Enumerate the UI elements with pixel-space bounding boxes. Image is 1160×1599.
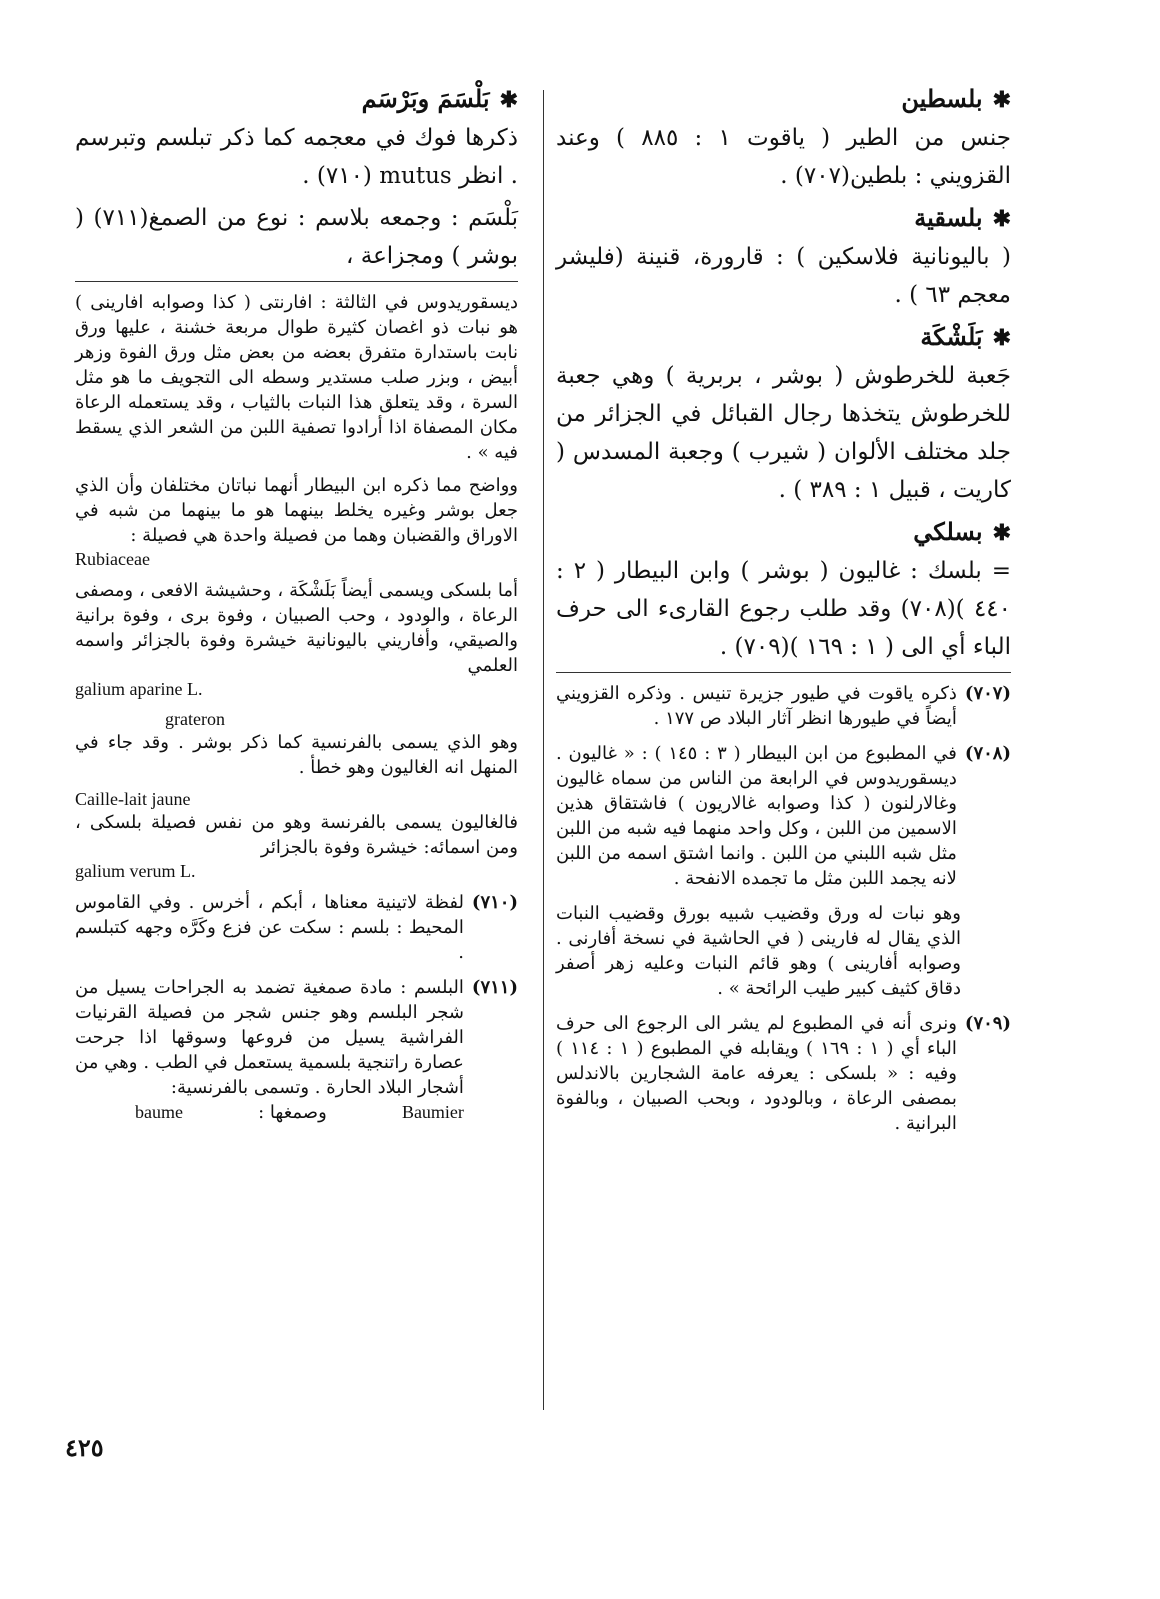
- entry-balsama: [75, 80, 518, 195]
- footnote-continuation: ديسقوريدوس في الثالثة : افارنتى ( كذا وصوابه افارينى ) هو نبات ذو اغصان كثيرة طوال مربعة خشنة ، عليها ورق نابت باستدارة متفرق بعضه من بعض مثل ورق الفوة وزهر أبيض ، وبزر صلب مستدير وسطه الى التجويف ما هو مثل السرة ، وقد يتعلق هذا النبات بالثياب ، وقد يستعمله الرعاة مكان المصفاة اذا أرادوا تصفية اللبن من الشعر الذي يسقط فيه » .: [75, 292, 519, 463]
- entry-body: = بلسك : غاليون ( بوشر ) وابن البيطار ( ٢ : ٤٤٠ )(٧٠٨) وقد طلب رجوع القارىء الى حرف الباء أي الى ( ١ : ١٦٩ )(٧٠٩) .: [556, 558, 1012, 660]
- entry-balasqiya: [556, 199, 1011, 314]
- latin-term: Caille-lait jaune: [75, 789, 191, 809]
- entry-headword: بَلْسَمَ وبَرْسَم: [361, 84, 490, 113]
- continuation-text: وهو الذي يسمى بالفرنسية كما ذكر بوشر . وقد جاء في المنهل انه الغاليون وهو خطأ .: [75, 732, 518, 778]
- footnote-707: [556, 681, 1011, 731]
- continuation-text: أما بلسكى ويسمى أيضاً بَلَشْكَة ، وحشيشة الافعى ، ومصفى الرعاة ، والودود ، وحب الصبيان ، وفوة برى ، وفوة برانية والصيقي، وأفاريني باليونانية خيشرة وفوة بالجزائر واسمه العلمي: [75, 580, 518, 676]
- footnote-continuation: [75, 788, 518, 882]
- footnote-711: [75, 975, 518, 1125]
- continuation-text: وواضح مما ذكره ابن البيطار أنهما نباتان مختلفان وأن الذي جعل بوشر وغيره يخلط بينهما هو ما بينهما من شبه في الاوراق والقضبان وهما من فصيلة واحدة هي فصيلة :: [75, 475, 518, 546]
- footnote-number: (٧٠٨): [964, 743, 1011, 764]
- footnote-text: وهو نبات له ورق وقضيب شبيه بورق وقضيب النبات الذي يقال له فارينى ( في الحاشية في نسخة أفارنى . وصوابه أفارينى ) وهو قائم النبات وعليه زهر أصفر دقاق كثيف كبير طيب الرائحة » .: [556, 903, 961, 999]
- asterisk-icon: ✱: [992, 206, 1011, 232]
- footnote-rule: [556, 672, 1011, 673]
- page-number: ٤٢٥: [65, 1433, 104, 1462]
- column-divider: [543, 90, 544, 1410]
- footnote-text: ذكره ياقوت في طيور جزيرة تنيس . وذكره القزويني أيضاً في طيورها انظر آثار البلاد ص ١٧٧ .: [556, 683, 957, 729]
- entry-balashka: [556, 318, 1011, 509]
- asterisk-icon: ✱: [499, 87, 518, 113]
- entry-headword: بسلكي: [913, 517, 983, 546]
- right-column: [556, 80, 1011, 1146]
- footnote-text: في المطبوع من ابن البيطار ( ٣ : ١٤٥ ) : « غاليون . ديسقوريدوس في الرابعة من الناس من سماه غاليون وغالارلنون ( كذا وصوابه غالاريون ) فاشتقاق هذين الاسمين من اللبن ، وكل واحد منهما فيه شبه من اللبن مثل شبه اللبني من اللبن . وانما اشتق اسمه من اللبن لانه يجمد اللبن مثل ما تجمده الانفحة .: [556, 743, 957, 889]
- latin-term: grateron: [165, 709, 225, 729]
- entry-body: ذكرها فوك في معجمه كما ذكر تبلسم وتبرسم . انظر mutus (٧١٠) .: [75, 125, 518, 189]
- latin-term: Baumier: [401, 1102, 464, 1122]
- entry-headword: بلسقية: [914, 203, 983, 232]
- footnote-continuation: [75, 473, 518, 570]
- entry-body: جنس من الطير ( ياقوت ١ : ٨٨٥ ) وعند القزويني : بلطين(٧٠٧) .: [556, 125, 1011, 189]
- entry-headword: بلسطين: [901, 84, 983, 113]
- entry-basalki: [556, 513, 1011, 666]
- asterisk-icon: ✱: [992, 325, 1011, 351]
- entry-body: بَلْسَم : وجمعه بلاسم : نوع من الصمغ(٧١١) ( بوشر ) ومجزاعة ،: [75, 205, 518, 269]
- continuation-text: فالغاليون يسمى بالفرنسة وهو من نفس فصيلة بلسكى ، ومن اسمائه: خيشرة وفوة بالجزائر: [75, 812, 518, 858]
- entry-balsam: [75, 199, 518, 275]
- latin-term: galium aparine L.: [75, 679, 203, 699]
- footnote-text: لفظة لاتينية معناها ، أبكم ، أخرس . وفي القاموس المحيط : بلسم : سكت عن فزع وكَرَّه وجهه كتبلسم .: [75, 892, 464, 963]
- footnote-continuation: [75, 708, 518, 780]
- entry-balastin: [556, 80, 1011, 195]
- latin-term: galium verum L.: [75, 861, 196, 881]
- entry-body: ( باليونانية فلاسكين ) : قارورة، قنينة (فليشر معجم ٦٣ ) .: [556, 244, 1011, 308]
- left-column: [75, 80, 518, 1135]
- footnote-text: البلسم : مادة صمغية تضمد به الجراحات يسيل من شجر البلسم وهو جنس شجر من فصيلة القرنيات الفراشية يسيل من فروعها وسوقها اذا جرحت عصارة راتنجية بلسمية يستعمل في الطب . وهي من أشجار البلاد الحارة . وتسمى بالفرنسية:: [75, 977, 464, 1098]
- latin-term: Rubiaceae: [75, 549, 150, 569]
- footnote-rule: [75, 281, 518, 282]
- footnote-708: [556, 741, 1011, 891]
- footnote-709: [556, 1011, 1011, 1136]
- entry-headword: بَلَشْكَة: [920, 322, 983, 351]
- footnote-710: [75, 890, 518, 965]
- footnote-number: [969, 901, 1011, 1001]
- footnote-text: ونرى أنه في المطبوع لم يشر الى الرجوع الى حرف الباء أي ( ١ : ١٦٩ ) ويقابله في المطبوع ( ١ : ١١٤ ) وفيه : « بلسكى : يعرفه عامة الشجارين بالاندلس بمصفى الرعاة ، وبالودود ، وبحب الصبيان ، وبالفوة البرانية .: [556, 1013, 957, 1134]
- latin-terms-row: [75, 1100, 464, 1125]
- footnote-continuation: [75, 578, 518, 700]
- latin-term: baume: [135, 1102, 183, 1122]
- entry-body: جَعبة للخرطوش ( بوشر ، بربرية ) وهي جعبة للخرطوش يتخذها رجال القبائل في الجزائر من جلد مختلف الألوان ( شيرب ) وجعبة المسدس ( كاريت ، قبيل ١ : ٣٨٩ ) .: [556, 363, 1011, 503]
- asterisk-icon: ✱: [992, 87, 1011, 113]
- footnote-number: (٧١٠): [471, 892, 518, 913]
- asterisk-icon: ✱: [992, 520, 1011, 546]
- footnote-number: (٧١١): [471, 977, 518, 998]
- footnote-number: (٧٠٧): [964, 683, 1011, 704]
- footnote-number: (٧٠٩): [964, 1013, 1011, 1034]
- footnote-708-cont: [556, 901, 1011, 1001]
- footnote-text: وصمغها :: [258, 1102, 327, 1123]
